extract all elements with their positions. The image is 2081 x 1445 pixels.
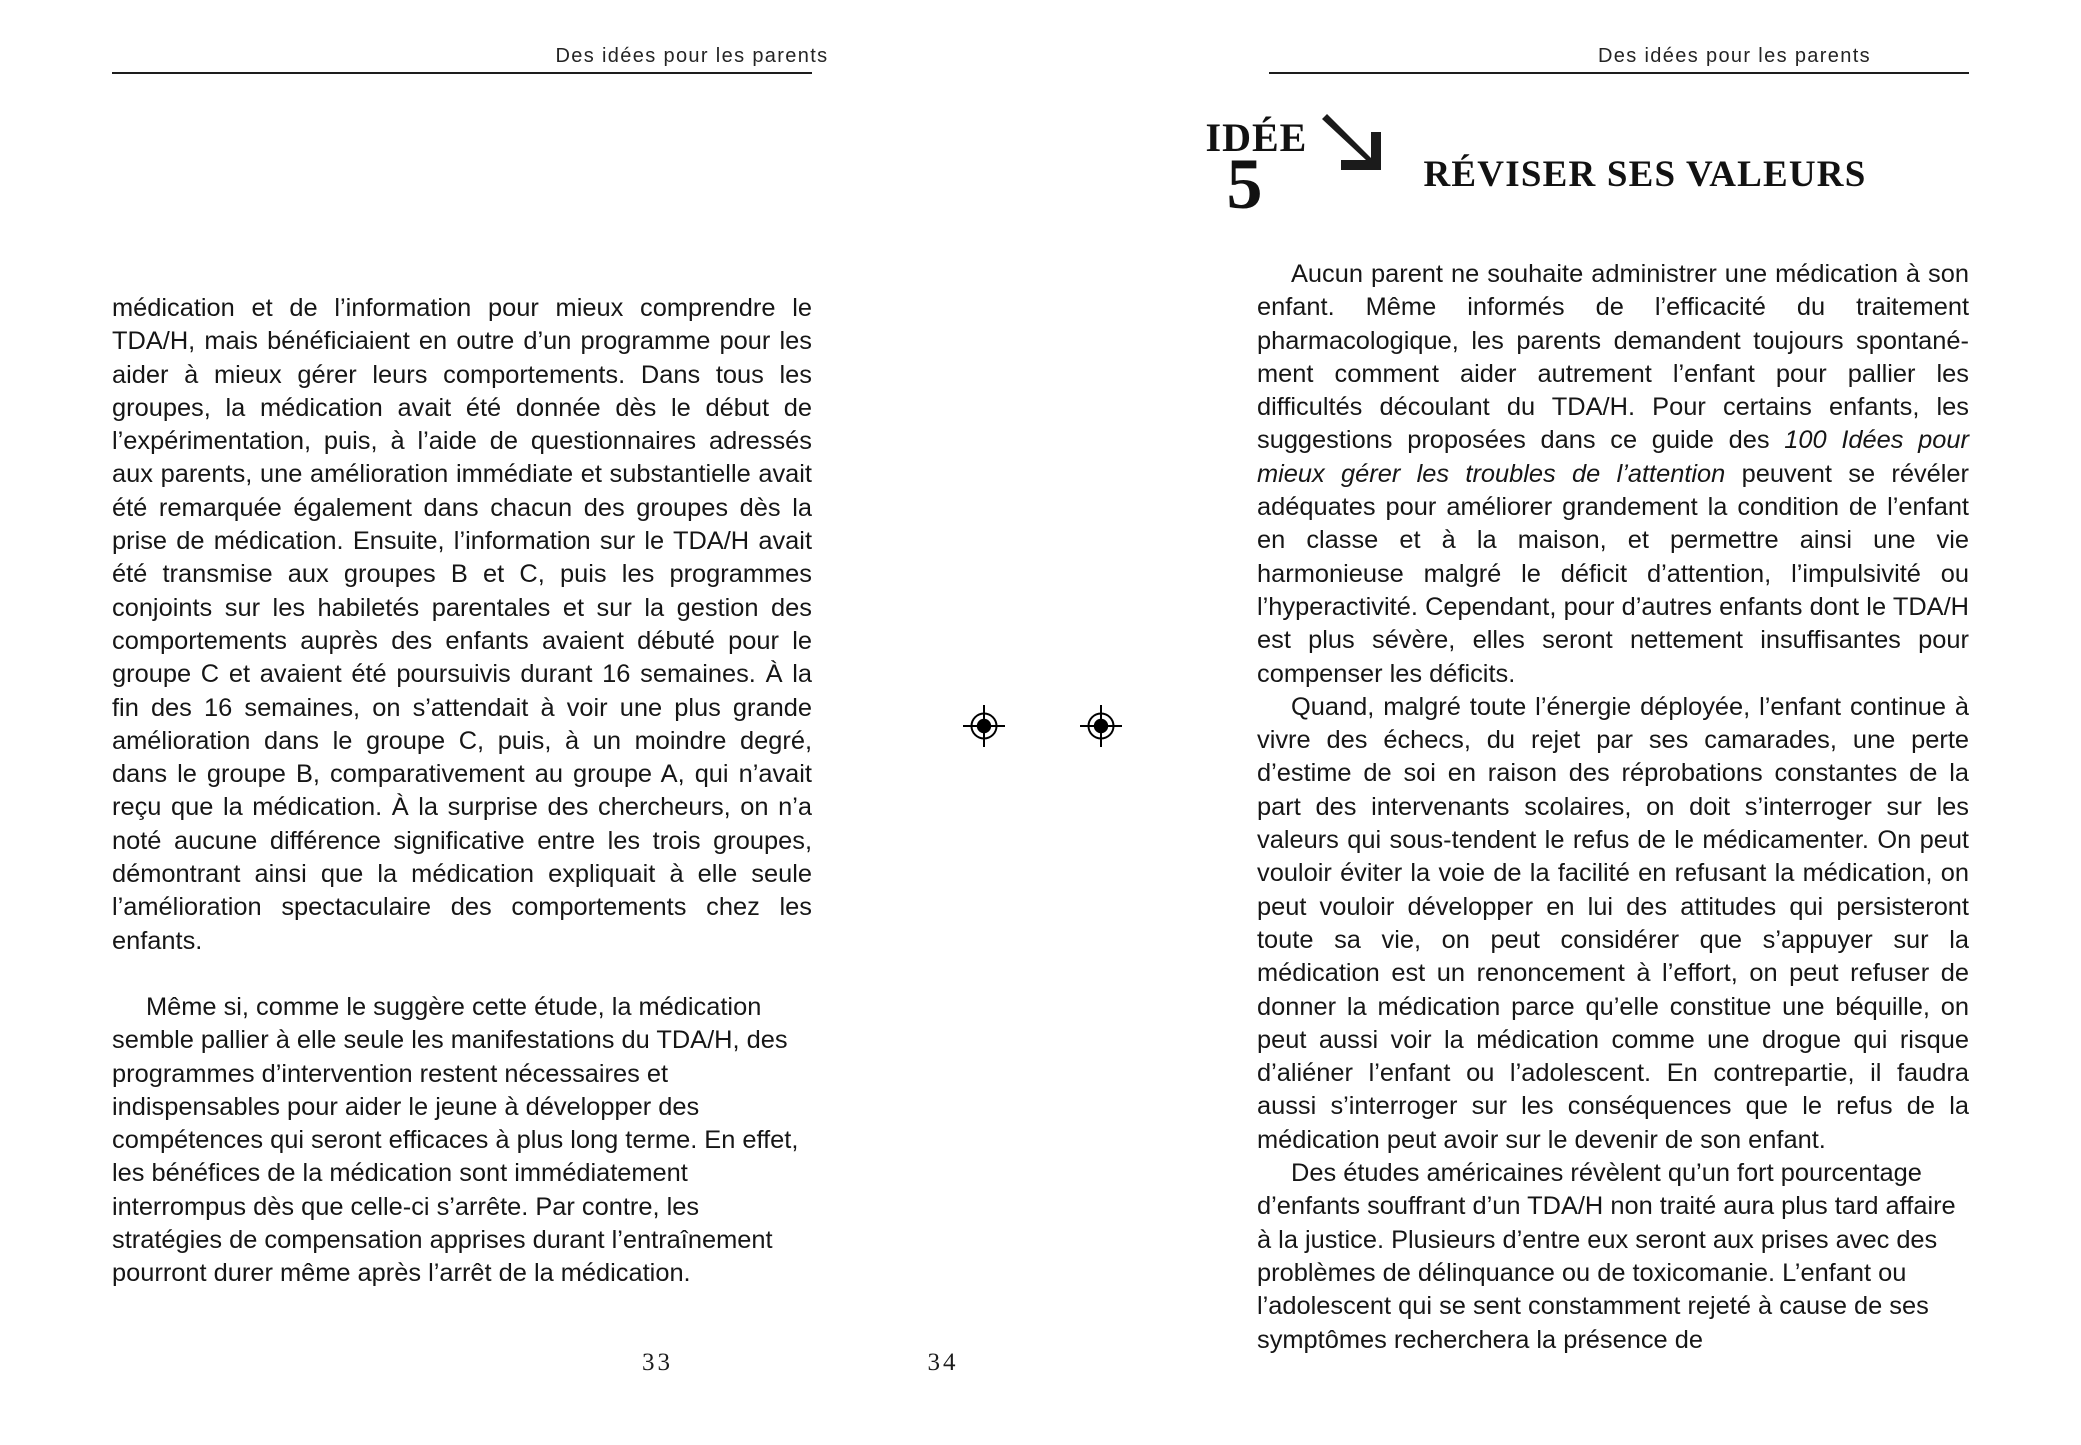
right-page-text-column	[1257, 258, 1969, 1357]
idea-heading: RÉVISER SES VALEURS	[1423, 154, 1867, 195]
left-page-header-rule	[112, 72, 812, 74]
left-page-running-head	[112, 36, 1041, 66]
paragraph-run: peuvent se révéler adéquates pour améliorer grandement la condition de l’enfant en classe et à la maison, et permettre ainsi une vie harmonieuse malgré le déficit d’attention, l’impulsivité ou l’hyperactivité. Cependant, pour d’autres enfants dont le TDA/H est plus sévère, elles seront nettement insuffisantes pour compenser les déficits.	[1257, 459, 1969, 688]
arrow-down-right-icon	[1321, 110, 1387, 176]
paragraph-run: Aucun parent ne souhaite administrer une médication à son enfant. Même informés de l’efficacité du traitement pharmacologique, les parents demandent toujours spontanément comment aider autrement l’enfant pour pallier les difficultés découlant du TDA/H. Pour certains enfants, les suggestions proposées dans ce guide des	[1257, 260, 1969, 455]
right-page-running-head	[1041, 36, 1970, 66]
left-page-text-column	[112, 292, 812, 1291]
paragraph	[1257, 258, 1969, 691]
paragraph: médication et de l’information pour mieux comprendre le TDA/H, mais bénéficiaient en outre d’un programme pour les aider à mieux gérer leurs comportements. Dans tous les groupes, la médication avait été donnée dès le début de l’expérimentation, puis, à l’aide de questionnaires adressés aux parents, une amélioration immédiate et substantielle avait été remarquée également dans chacun des groupes dès la prise de médication. Ensuite, l’information sur le TDA/H avait été transmise aux groupes B et C, puis les programmes conjoints sur les habiletés parentales et sur la gestion des comportements auprès des enfants avaient débuté pour le groupe C et avaient été poursuivis durant 16 semaines. À la fin des 16 semaines, on s’attendait à voir une plus grande amélioration dans le groupe C, puis, à un moindre degré, dans le groupe B, comparativement au groupe A, qui n’avait reçu que la médication. À la surprise des chercheurs, on n’a noté aucune différence significative entre les trois groupes, démontrant ainsi que la médication expliquait à elle seule l’amélioration spectaculaire des comportements chez les enfants.	[112, 294, 812, 955]
right-page-header-rule	[1269, 72, 1969, 74]
running-head-text: Des idées pour les parents	[1597, 45, 1871, 67]
left-page-folio: 33	[642, 1349, 673, 1376]
book-title-italic: 100 Idées pour mieux gérer les troubles de l’attention	[1257, 426, 1969, 488]
paragraph: Quand, malgré toute l’énergie déployée, l’enfant continue à vivre des échecs, du rejet par ses camarades, une perte d’estime de soi en raison des réprobations constantes de la part des intervenants scolaires, on doit s’interroger sur les valeurs qui sous-tendent le refus de le médicamenter. On peut vouloir éviter la voie de la facilité en refusant la médication, on peut vouloir développer en lui des attitudes qui persisteront toute sa vie, on peut considérer que s’appuyer sur la médication est un renoncement à l’effort, on peut refuser de donner la médication parce qu’elle constitue une béquille, on peut aussi voir la médication comme une drogue qui risque d’aliéner l’enfant ou l’adolescent. En contrepartie, il faudra aussi s’interroger sur les conséquences que le refus de la médication peut avoir sur le devenir de son enfant.	[1257, 692, 1969, 1154]
right-page-folio: 34	[927, 1349, 959, 1376]
idea-number: 5	[1226, 144, 1263, 224]
running-head-text: Des idées pour les parents	[555, 45, 829, 67]
paragraph: Des études américaines révèlent qu’un fort pourcentage d’enfants souffrant d’un TDA/H non traité aura plus tard affaire à la justice. Plusieurs d’entre eux seront aux prises avec des problèmes de délinquance ou de toxicomanie. L’enfant ou l’adolescent qui se sent constamment rejeté à cause de ses symptômes recherchera la présence de	[1257, 1159, 1956, 1354]
idea-title-block	[1171, 115, 1970, 228]
right-page	[927, 0, 2081, 1445]
paragraph: Même si, comme le suggère cette étude, la médication semble pallier à elle seule les manifestations du TDA/H, des programmes d’intervention restent nécessaires et indispensables pour aider le jeune à développer des compétences qui seront efficaces à plus long terme. En effet, les bénéfices de la médication sont immédiatement interrompus dès que celle-ci s’arrête. Par contre, les stratégies de compensation apprises durant l’entraînement pourront durer même après l’arrêt de la médication.	[112, 992, 799, 1288]
idea-label: IDÉE	[1205, 115, 1308, 160]
